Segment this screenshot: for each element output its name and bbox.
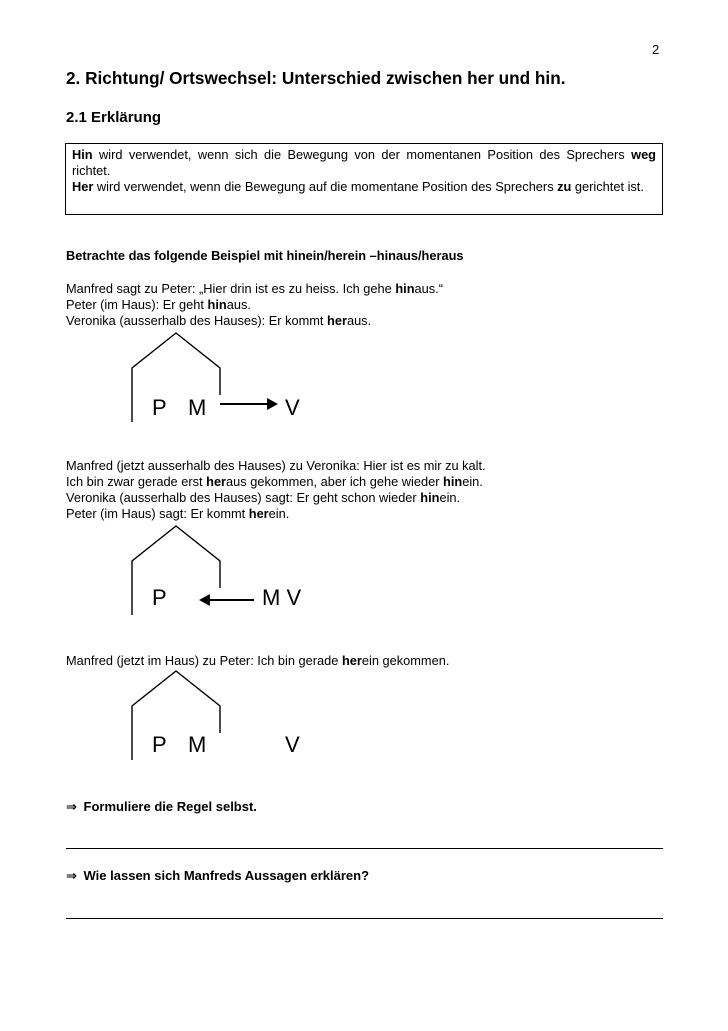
double-arrow-icon: ⇒ — [66, 868, 77, 883]
label-p: P — [152, 732, 167, 757]
text: Ich bin zwar gerade erst — [66, 474, 207, 489]
text: ein. — [268, 506, 290, 521]
emphasis: hin — [420, 490, 440, 505]
text: aus gekommen, aber ich gehe wieder — [226, 474, 444, 489]
scene1-line3 — [66, 313, 443, 329]
answer-line-1[interactable] — [66, 848, 663, 849]
house-outline — [132, 671, 220, 760]
text: Manfred sagt zu Peter: „Hier drin ist es zu heiss. Ich gehe — [66, 281, 396, 296]
scene2-line3 — [66, 490, 486, 506]
hin-text-a: wird verwendet, wenn sich die Bewegung von der momentanen Position des Sprechers — [92, 147, 632, 162]
double-arrow-icon: ⇒ — [66, 799, 77, 814]
text: Manfred (jetzt im Haus) zu Peter: Ich bin gerade — [66, 653, 342, 668]
text: aus.“ — [414, 281, 443, 296]
emphasis: her — [248, 506, 269, 521]
scene2-line4 — [66, 506, 486, 522]
scene3-line1 — [66, 653, 449, 669]
example-title: Betrachte das folgende Beispiel mit hinein/herein –hinaus/heraus — [66, 248, 464, 263]
explanation-box — [65, 143, 663, 215]
label-v: V — [285, 732, 300, 757]
text: aus. — [226, 297, 251, 312]
text: Peter (im Haus) sagt: Er kommt — [66, 506, 249, 521]
scene2-line2 — [66, 474, 486, 490]
emphasis: hin — [207, 297, 227, 312]
emphasis: her — [206, 474, 227, 489]
page-number: 2 — [652, 42, 660, 57]
weg-word: weg — [631, 147, 656, 162]
scene1-text — [66, 281, 443, 329]
emphasis: hin — [443, 474, 463, 489]
text: ein gekommen. — [361, 653, 450, 668]
scene3-text — [66, 653, 449, 669]
hin-text-b: richtet. — [72, 163, 111, 178]
text: Veronika (ausserhalb des Hauses) sagt: Er geht schon wieder — [66, 490, 421, 505]
her-text-b: gerichtet ist. — [571, 179, 644, 194]
page-title: 2. Richtung/ Ortswechsel: Unterschied zwischen her und hin. — [66, 68, 566, 88]
text: Veronika (ausserhalb des Hauses): Er kommt — [66, 313, 328, 328]
hin-definition — [72, 147, 656, 179]
label-p: P — [152, 395, 167, 420]
label-mv: M V — [262, 585, 302, 610]
task-1 — [66, 799, 257, 815]
emphasis: hin — [395, 281, 415, 296]
scene2-line1: Manfred (jetzt ausserhalb des Hauses) zu Veronika: Hier ist es mir zu kalt. — [66, 458, 486, 473]
label-m: M — [188, 395, 207, 420]
her-text-a: wird verwendet, wenn die Bewegung auf die momentane Position des Sprechers — [93, 179, 558, 194]
answer-line-2[interactable] — [66, 918, 663, 919]
text: Peter (im Haus): Er geht — [66, 297, 208, 312]
arrow-right-head — [267, 398, 278, 410]
task-1-label: Formuliere die Regel selbst. — [83, 799, 257, 814]
text: ein. — [439, 490, 461, 505]
her-word: Her — [72, 179, 94, 194]
text: ein. — [462, 474, 483, 489]
task-2 — [66, 868, 369, 884]
scene1-line1 — [66, 281, 443, 297]
hin-word: Hin — [72, 147, 93, 162]
label-v: V — [285, 395, 300, 420]
emphasis: her — [327, 313, 347, 328]
zu-word: zu — [557, 179, 572, 194]
arrow-left-head — [199, 594, 210, 606]
her-definition — [72, 179, 656, 195]
section-heading: 2.1 Erklärung — [66, 109, 162, 126]
label-p: P — [152, 585, 167, 610]
house-outline — [132, 333, 220, 422]
task-2-label: Wie lassen sich Manfreds Aussagen erklären? — [83, 868, 370, 883]
scene1-line2 — [66, 297, 443, 313]
emphasis: her — [341, 653, 362, 668]
text: aus. — [346, 313, 372, 328]
label-m: M — [188, 732, 207, 757]
scene2-text — [66, 458, 486, 522]
